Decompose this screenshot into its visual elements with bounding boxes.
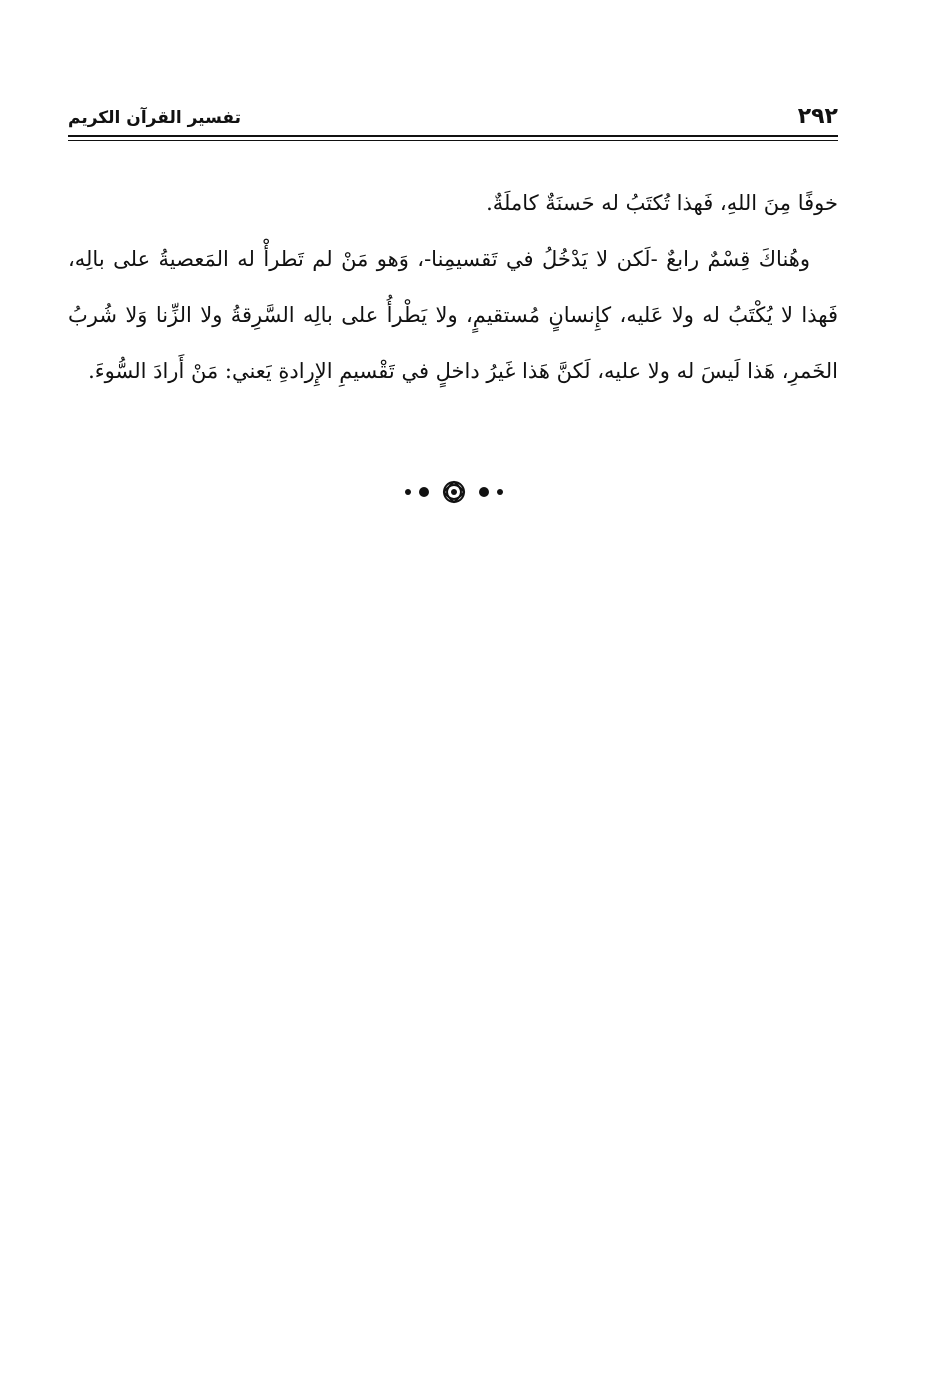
paragraph-continuation: خوفًا مِنَ اللهِ، فَهذا تُكتَبُ له حَسنَةٌ كاملَةٌ. <box>486 191 838 215</box>
header-rule-thin <box>68 140 838 141</box>
page-header <box>68 104 838 138</box>
decorative-flourish-icon <box>394 476 514 508</box>
body-text <box>68 175 838 399</box>
header-rule <box>68 135 838 137</box>
paragraph-fourth-category: وهُناكَ قِسْمٌ رابعٌ -لَكن لا يَدْخُلُ في تَقسيمِنا-، وَهو مَنْ لم تَطرأْ له المَعصيةُ على بالِه، فَهذا لا يُكْتَبُ له ولا عَليه، كإِنسانٍ مُستقيمٍ، ولا يَطْرأُ على بالِه السَّرِقةُ ولا الزِّنا وَلا شُربُ الخَمرِ، هَذا لَيسَ له ولا عليه، لَكنَّ هَذا غَيرُ داخلٍ في تَقْسيمِ الإِرادةِ يَعني: مَنْ أَرادَ السُّوءَ. <box>68 247 838 383</box>
page-number: ٢٩٢ <box>797 104 838 129</box>
book-title: تفسير القرآن الكريم <box>68 108 242 128</box>
